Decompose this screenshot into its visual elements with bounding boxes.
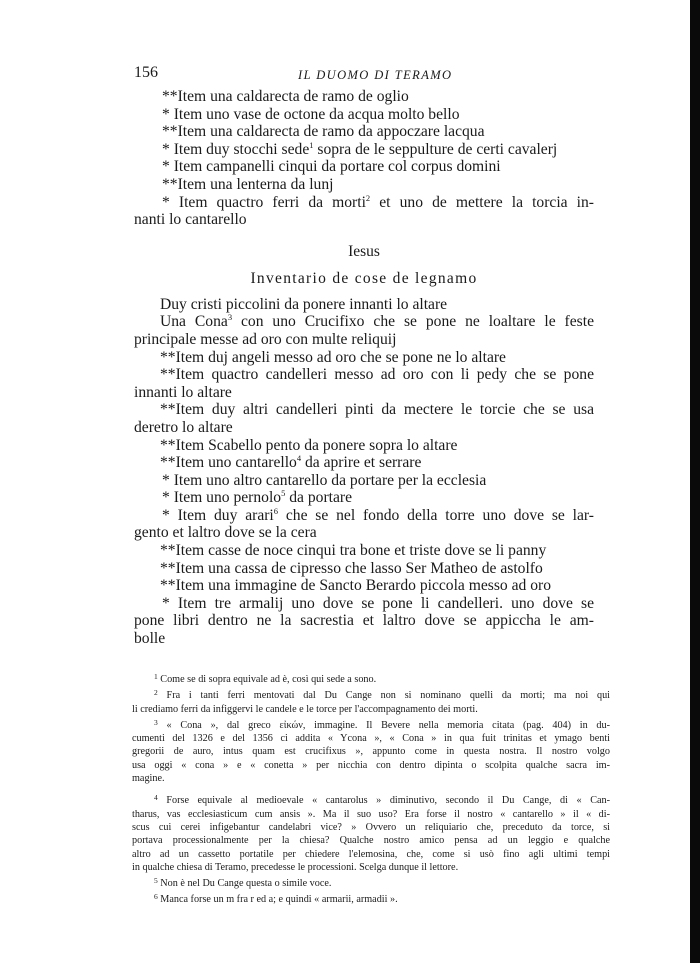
list-item: * Item uno vase de octone da acqua molto bello <box>162 105 460 123</box>
footnote-ref: 6 <box>273 505 279 516</box>
list-item: **Item una cassa de cipresso che lasso Ser Matheo de astolfo <box>160 559 543 577</box>
footnote-ref: 2 <box>365 192 371 203</box>
inventory-list-wood <box>134 296 594 648</box>
section-heading: Iesus <box>348 242 380 260</box>
list-item: **Item quactro candelleri messo ad oro con li pedy che se pone <box>160 366 594 384</box>
footnote-continuation: in qualche chiesa di Teramo, precedesse le processioni. Scelga dunque il lettore. <box>132 861 459 873</box>
page-header <box>134 64 594 88</box>
list-item: **Item duj angeli messo ad oro che se pone ne lo altare <box>160 348 506 366</box>
book-page <box>134 64 594 648</box>
list-item: * Item uno pernolo$^5$ da portare <box>162 488 353 507</box>
list-item: **Item una caldarecta de ramo da appoczare lacqua <box>162 123 485 141</box>
inventory-list-metals <box>134 88 594 229</box>
list-item: Duy cristi piccolini da ponere innanti lo altare <box>160 295 448 313</box>
footnote: $^4$ Forse equivale al medioevale « cantarolus » diminutivo, secondo il Du Cange, di « Can- <box>154 793 611 807</box>
list-item-continuation: deretro lo altare <box>134 418 233 436</box>
footnote-continuation: scus cui cerei infigebantur candelabri vice? » Ovvero un reliquiario che, preceduto da torce, si <box>132 821 610 833</box>
list-item-continuation: gento et laltro dove se la cera <box>134 524 317 542</box>
footnote-ref: 4 <box>296 453 302 464</box>
scan-page-edge <box>690 0 700 963</box>
footnote-ref: 1 <box>309 139 314 150</box>
footnote-continuation: usa oggi « cona » e « conetta » per nicchia con dentro dipinta o scolpita qualche sacra im- <box>132 759 610 771</box>
footnote-continuation: li crediamo ferri da infiggervi le candele e le torce per l'accompagnamento dei morti. <box>132 703 478 715</box>
section-title: Inventario de cose de legnamo <box>250 269 478 287</box>
list-item: **Item uno cantarello$^4$ da aprire et serrare <box>160 453 422 472</box>
list-item-continuation: principale messe ad oro con multe reliquij <box>134 330 397 348</box>
list-item: * Item campanelli cinqui da portare col corpus domini <box>162 158 501 176</box>
list-item: **Item una immagine de Sancto Berardo piccola messo ad oro <box>160 577 552 595</box>
footnote: $^5$ Non è nel Du Cange questa o simile voce. <box>154 876 332 890</box>
footnote-continuation: magine. <box>132 773 165 785</box>
list-item: **Item casse de noce cinqui tra bone et triste dove se li panny <box>160 542 547 560</box>
list-item: * Item tre armalij uno dove se pone li candelleri. uno dove se <box>162 594 594 612</box>
footnote-continuation: altro ad un cassetto portatile per chiedere l'elemosina, che, come si usò fino agli ultimi tempi <box>132 848 610 860</box>
footnotes <box>132 670 610 907</box>
footnote: $^6$ Manca forse un m fra r ed a; e quindi « armarii, armadii ». <box>154 892 398 906</box>
list-item-continuation: innanti lo altare <box>134 383 232 401</box>
footnote: $^2$ Fra i tanti ferri mentovati dal Du Cange non si nominano quelli da morti; ma noi qui <box>154 688 610 702</box>
footnote-continuation: cumenti del 1326 e del 1356 ci addita « Ycona », « Cona » in qua fuit trinitas et ymago benti <box>132 733 610 745</box>
footnote-continuation: gregorii de auro, intus quam est crucifixus », appunto come in questa nostra. Il nostro volgo <box>132 746 610 758</box>
list-item-continuation: pone libri dentro ne la sacrestia et laltro dove se appiccha le am- <box>134 612 594 630</box>
footnote: $^3$ « Cona », dal greco εἰκών, immagine. Il Bevere nella memoria citata (pag. 404) in du- <box>154 717 611 731</box>
footnote: $^1$ Come se di sopra equivale ad è, così qui sede a sono. <box>154 672 377 685</box>
list-item: * Item duy stocchi sede$^1$ sopra de le seppulture de certi cavalerj <box>162 139 558 158</box>
footnote-continuation: tharus, vas ecclesiasticum cum ansis ». Ma il suo uso? Era forse il nostro « cantarello » il « di- <box>132 808 610 820</box>
footnote-ref: 3 <box>227 312 233 323</box>
list-item: **Item Scabello pento da ponere sopra lo altare <box>160 436 458 454</box>
list-item: **Item una caldarecta de ramo de oglio <box>162 88 409 105</box>
list-item: * Item quactro ferri da morti$^2$ et uno de mettere la torcia in- <box>162 192 594 211</box>
list-item: Una Cona$^3$ con uno Crucifixo che se pone ne loaltare le feste <box>160 312 594 331</box>
footnote-continuation: portava processionalmente per la chiesa? Qualche nostro amico pensa ad un leggio e qualche <box>132 835 610 847</box>
page-number: 156 <box>134 64 158 81</box>
list-item: * Item uno altro cantarello da portare per la ecclesia <box>162 471 487 489</box>
list-item: **Item una lenterna da lunj <box>162 175 334 193</box>
list-item: * Item duy arari$^6$ che se nel fondo della torre uno dove se lar- <box>162 505 594 524</box>
list-item-continuation: nanti lo cantarello <box>134 211 247 229</box>
list-item: **Item duy altri candelleri pinti da mectere le torcie che se usa <box>160 401 594 419</box>
footnote-ref: 5 <box>281 488 286 499</box>
list-item-continuation: bolle <box>134 630 166 648</box>
running-title: IL DUOMO DI TERAMO <box>298 68 453 82</box>
